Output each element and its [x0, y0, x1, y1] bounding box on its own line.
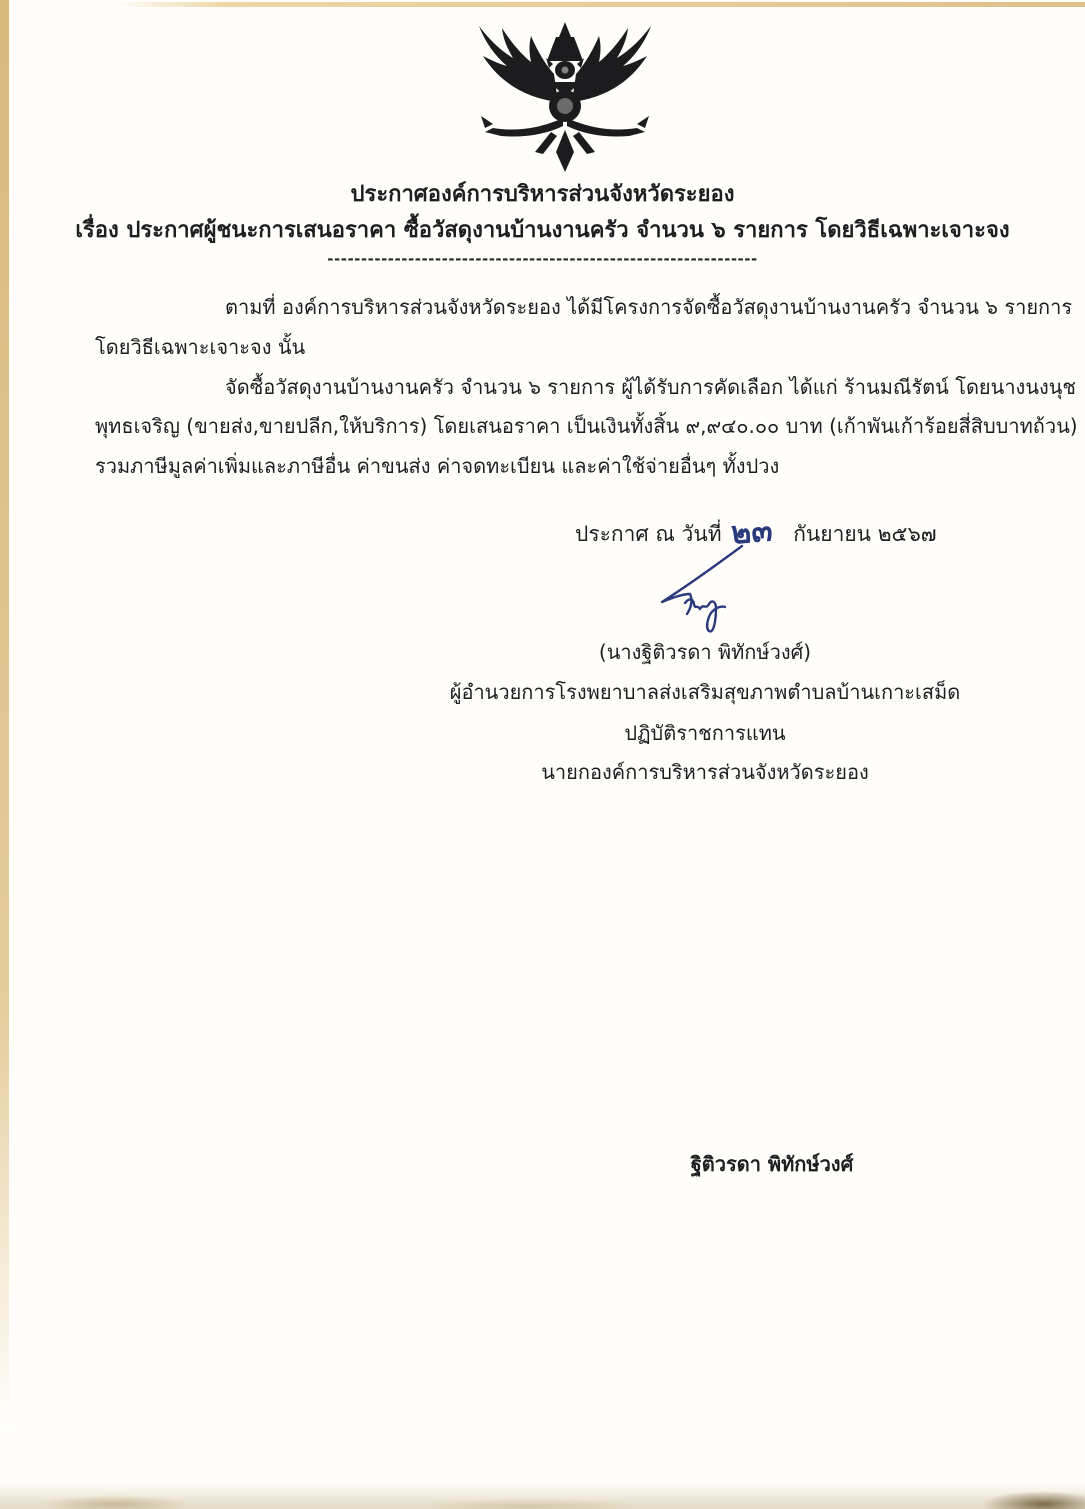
paragraph2-line2: พุทธเจริญ (ขายส่ง,ขายปลีก,ให้บริการ) โดยเสนอราคา เป็นเงินทั้งสิ้น ๙,๙๔๐.๐๐ บาท (เก้าพันเก้าร้อยสี่สิบบาทถ้วน)	[95, 414, 1078, 438]
announcement-subject: เรื่อง ประกาศผู้ชนะการเสนอราคา ซื้อวัสดุงานบ้านงานครัว จำนวน ๖ รายการ โดยวิธีเฉพาะเจาะจง	[75, 218, 1010, 243]
scan-edge-top	[112, 2, 1085, 7]
paragraph2-line1: จัดซื้อวัสดุงานบ้านงานครัว จำนวน ๖ รายการ ผู้ได้รับการคัดเลือก ได้แก่ ร้านมณีรัตน์ โดยนางนงนุช	[225, 375, 1076, 399]
footer-typed-name: ฐิติวรดา พิทักษ์วงศ์	[690, 1152, 854, 1176]
signer-position-line1: ผู้อำนวยการโรงพยาบาลส่งเสริมสุขภาพตำบลบ้านเกาะเสม็ด	[449, 680, 961, 704]
signer-position-line3: นายกองค์การบริหารส่วนจังหวัดระยอง	[541, 760, 869, 784]
date-prefix: ประกาศ ณ วันที่	[575, 522, 722, 546]
signer-name: (นางฐิติวรดา พิทักษ์วงศ์)	[598, 640, 812, 664]
scan-smudge-bottom-left	[40, 1495, 190, 1509]
signature-scribble	[645, 540, 760, 642]
paragraph1-line2: โดยวิธีเฉพาะเจาะจง นั้น	[95, 335, 306, 359]
paragraph2-line3: รวมภาษีมูลค่าเพิ่มและภาษีอื่น ค่าขนส่ง ค่าจดทะเบียน และค่าใช้จ่ายอื่นๆ ทั้งปวง	[95, 454, 780, 478]
scan-smudge-bottom-center	[420, 1498, 640, 1509]
garuda-emblem	[455, 20, 675, 174]
announcement-title: ประกาศองค์การบริหารส่วนจังหวัดระยอง	[350, 182, 735, 207]
signer-position-line2: ปฏิบัติราชการแทน	[624, 721, 786, 745]
date-suffix: กันยายน ๒๕๖๗	[793, 522, 937, 546]
paragraph1-line1: ตามที่ องค์การบริหารส่วนจังหวัดระยอง ได้มีโครงการจัดซื้อวัสดุงานบ้านงานครัว จำนวน ๖ รายการ	[225, 295, 1073, 319]
signature-ink	[645, 540, 760, 642]
handwritten-day-number: ๒๓	[730, 512, 773, 552]
garuda-emblem-graphic	[455, 20, 675, 174]
dashed-separator: ----------------------------------------------------------------	[327, 250, 758, 268]
